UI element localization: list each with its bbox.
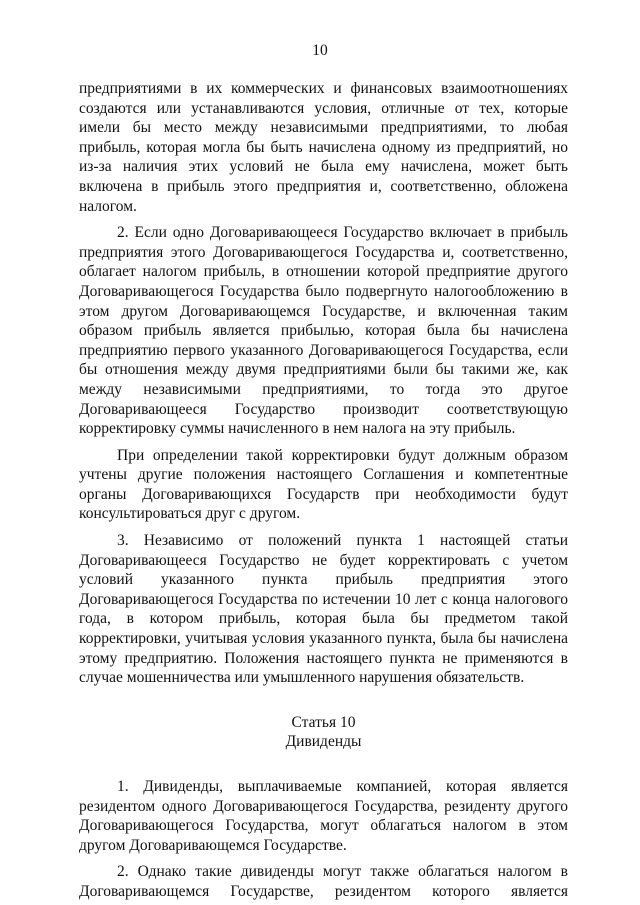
paragraph-continuation: предприятиями в их коммерческих и финансовых взаимоотношениях создаются или устанавливаются условия, отличные от тех, которые имели бы место между независимыми предприятиями, то любая прибыль, которая могла бы быть начислена одному из предприятий, но из-за наличия этих условий не была ему начислена, может быть включена в прибыль этого предприятия и, соответственно, обложена налогом. xyxy=(79,80,568,215)
article-paragraph-1: 1. Дивиденды, выплачиваемые компанией, которая является резидентом одного Договаривающегося Государства, резиденту другого Договаривающегося Государства, могут облагаться налогом в этом другом Договаривающемся Государстве. xyxy=(79,778,568,854)
document-body xyxy=(79,79,568,902)
article-number: Статья 10 xyxy=(291,713,356,731)
page-number: 10 xyxy=(312,42,328,59)
paragraph-adjustment-consultation: При определении такой корректировки будут должным образом учтены другие положения настоящего Соглашения и компетентные органы Договаривающихся Государств при необходимости будут консультироваться друг с другом. xyxy=(79,446,568,523)
article-paragraph-2: 2. Однако такие дивиденды могут также облагаться налогом в Договаривающемся Государстве, резидентом которого является xyxy=(79,863,568,900)
article-title: Дивиденды xyxy=(285,733,362,751)
article-heading xyxy=(79,713,568,752)
paragraph-item-3: 3. Независимо от положений пункта 1 настоящей статьи Договаривающееся Государство не будет корректировать с учетом условий указанного пункта прибыль предприятия этого Договаривающегося Государства по истечении 10 лет с конца налогового года, в котором прибыль, которая была бы предметом такой корректировки, учитывая условия указанного пункта, была бы начислена этому предприятию. Положения настоящего пункта не применяются в случае мошенничества или умышленного нарушения обязательств. xyxy=(79,532,568,687)
paragraph-item-2: 2. Если одно Договаривающееся Государство включает в прибыль предприятия этого Договаривающегося Государства и, соответственно, облагает налогом прибыль, в отношении которой предприятие другого Договаривающегося Государства было подвергнуто налогообложению в этом другом Договаривающемся Государстве, и включенная таким образом прибыль является прибылью, которая была бы начислена предприятию первого указанного Договаривающегося Государства, если бы отношения между двумя предприятиями были бы такими же, как между независимыми предприятиями, то тогда это другое Договаривающееся Государство производит соответствующую корректировку суммы начисленного в нем налога на эту прибыль. xyxy=(79,224,568,438)
